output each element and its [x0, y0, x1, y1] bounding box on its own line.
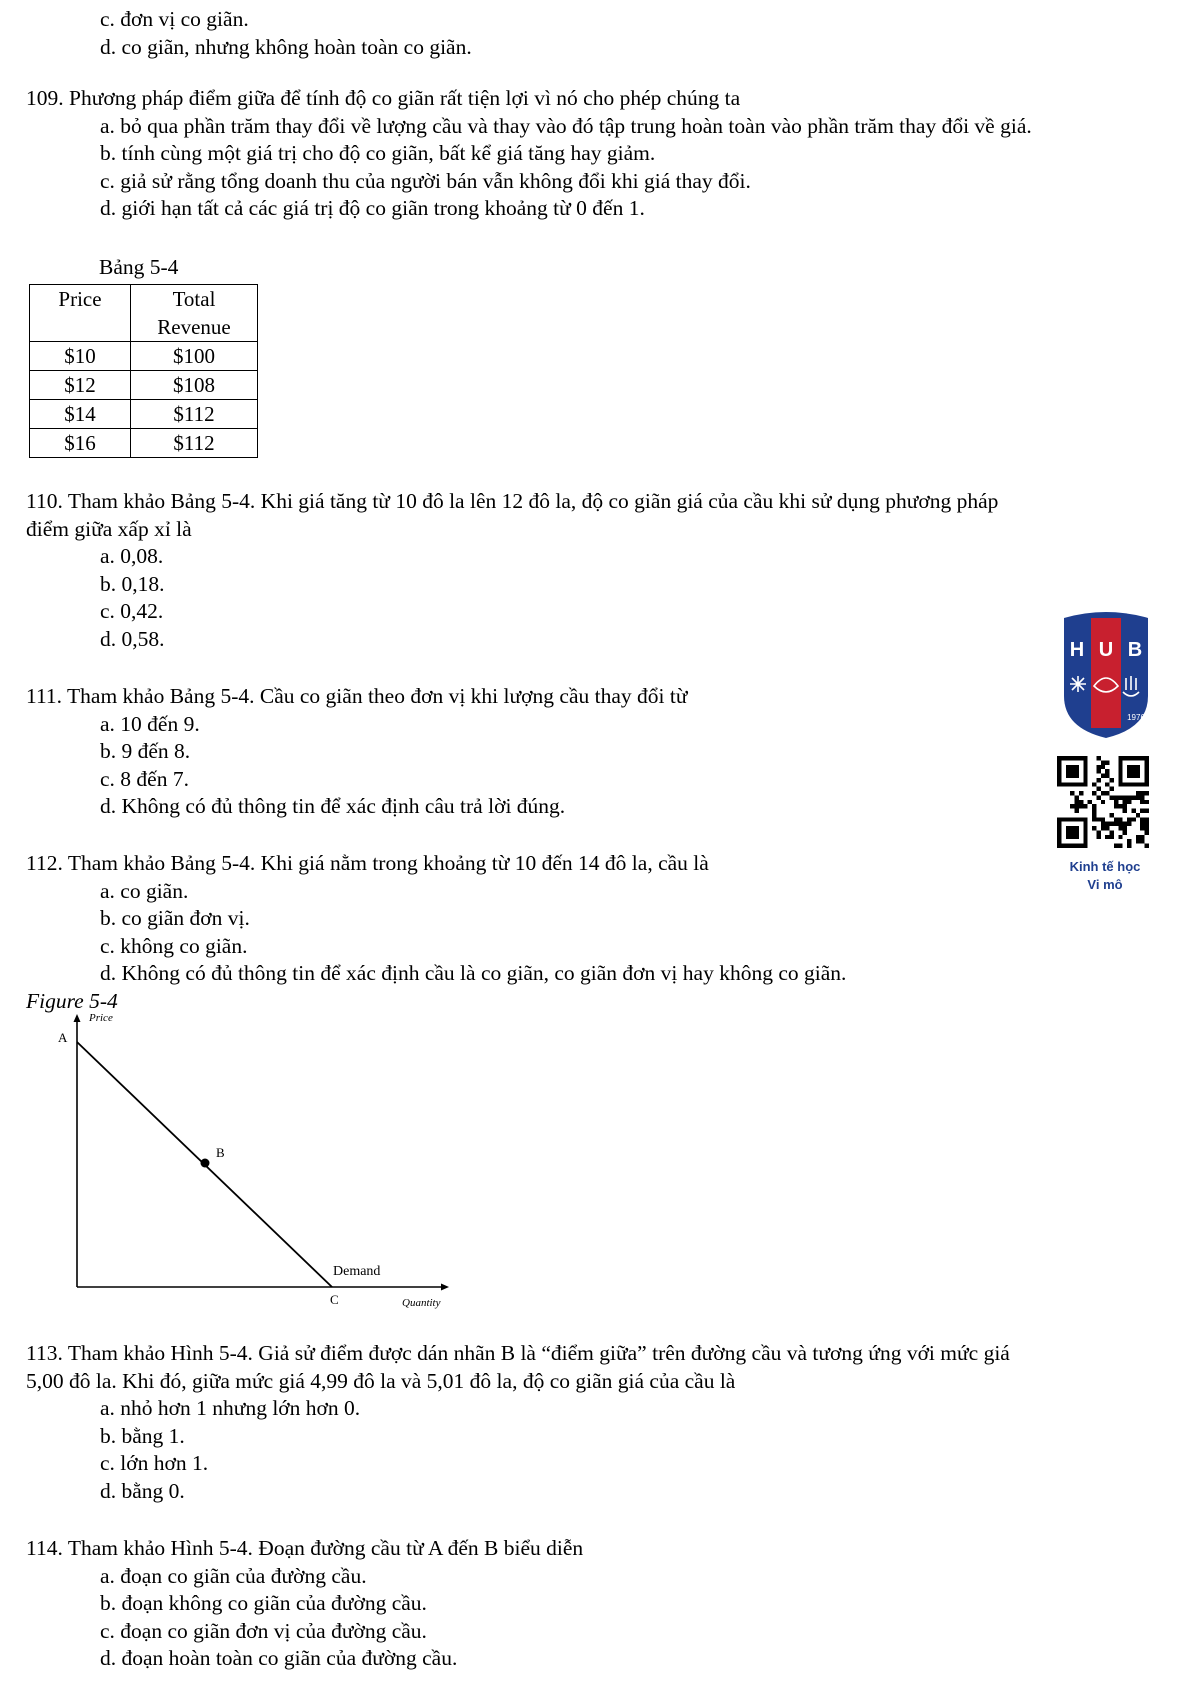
- point-c-label: C: [330, 1292, 339, 1307]
- header-price: Price: [30, 285, 131, 342]
- revenue-table: [29, 284, 258, 458]
- hub-logo: [1060, 612, 1152, 740]
- option-d: d. bằng 0.: [100, 1478, 185, 1503]
- option-d: d. co giãn, nhưng không hoàn toàn co giãn.: [100, 34, 472, 59]
- demand-label: Demand: [333, 1264, 381, 1279]
- question-stem: 111. Tham khảo Bảng 5-4. Cầu co giãn theo đơn vị khi lượng cầu thay đổi từ: [26, 684, 688, 708]
- option-b: b. 0,18.: [100, 571, 165, 596]
- point-b-label: B: [216, 1145, 225, 1160]
- option-d: d. đoạn hoàn toàn co giãn của đường cầu.: [100, 1646, 458, 1671]
- point-a-label: A: [58, 1030, 68, 1045]
- y-axis-label: Price: [89, 1012, 113, 1024]
- logo-caption-line2: Vi mô: [1087, 877, 1123, 892]
- table-row: [30, 371, 258, 400]
- question-109: [26, 85, 1166, 223]
- option-c: c. 0,42.: [100, 599, 164, 624]
- previous-question-options: [26, 6, 1166, 61]
- qr-code[interactable]: [1057, 756, 1149, 848]
- question-110: [26, 488, 1166, 654]
- price-cell: $16: [30, 429, 131, 458]
- question-stem-cont: 5,00 đô la. Khi đó, giữa mức giá 4,99 đô la và 5,01 đô la, độ co giãn giá của cầu là: [26, 1368, 736, 1393]
- header-total-revenue: [131, 285, 258, 342]
- question-stem-cont: điểm giữa xấp xỉ là: [26, 516, 192, 541]
- option-a: a. co giãn.: [100, 878, 189, 903]
- logo-letter-u: U: [1098, 639, 1114, 661]
- question-stem: 109. Phương pháp điểm giữa để tính độ co giãn rất tiện lợi vì nó cho phép chúng ta: [26, 86, 741, 110]
- question-113: [26, 1340, 1166, 1506]
- revenue-cell: $112: [131, 429, 258, 458]
- question-112: [26, 850, 1166, 988]
- price-cell: $10: [30, 342, 131, 371]
- revenue-cell: $100: [131, 342, 258, 371]
- option-a: a. 0,08.: [100, 544, 164, 569]
- figure-title: Figure 5-4: [26, 989, 118, 1013]
- table-caption: Bảng 5-4: [99, 255, 179, 279]
- header-revenue: Revenue: [157, 315, 231, 339]
- option-c: c. giả sử rằng tổng doanh thu của người bán vẫn không đổi khi giá thay đổi.: [100, 168, 751, 193]
- revenue-cell: $112: [131, 400, 258, 429]
- table-header-row: [30, 285, 258, 342]
- table-row: [30, 400, 258, 429]
- option-c: c. đơn vị co giãn.: [100, 7, 249, 31]
- option-a: a. bỏ qua phần trăm thay đổi về lượng cầu và thay vào đó tập trung hoàn toàn vào phần trăm thay đổi về giá.: [100, 113, 1032, 138]
- demand-figure: [40, 1012, 460, 1310]
- x-axis-arrow: [441, 1284, 449, 1291]
- option-c: c. đoạn co giãn đơn vị của đường cầu.: [100, 1618, 427, 1643]
- option-b: b. co giãn đơn vị.: [100, 906, 250, 931]
- option-d: d. 0,58.: [100, 626, 165, 651]
- header-total: Total: [172, 287, 216, 311]
- question-stem: 114. Tham khảo Hình 5-4. Đoạn đường cầu từ A đến B biểu diễn: [26, 1536, 584, 1560]
- table-row: [30, 429, 258, 458]
- option-b: b. 9 đến 8.: [100, 739, 191, 764]
- option-b: b. bằng 1.: [100, 1423, 185, 1448]
- question-stem: 110. Tham khảo Bảng 5-4. Khi giá tăng từ 10 đô la lên 12 đô la, độ co giãn giá của cầu khi sử dụng phương pháp: [26, 489, 999, 513]
- option-a: a. đoạn co giãn của đường cầu.: [100, 1563, 367, 1588]
- option-d: d. giới hạn tất cả các giá trị độ co giãn trong khoảng từ 0 đến 1.: [100, 196, 645, 221]
- revenue-cell: $108: [131, 371, 258, 400]
- question-111: [26, 683, 1166, 821]
- question-114: [26, 1535, 1166, 1673]
- option-a: a. 10 đến 9.: [100, 711, 200, 736]
- option-b: b. tính cùng một giá trị cho độ co giãn, bất kể giá tăng hay giảm.: [100, 141, 656, 166]
- option-d: d. Không có đủ thông tin để xác định câu trả lời đúng.: [100, 794, 566, 819]
- logo-letter-b: B: [1127, 639, 1143, 661]
- logo-letter-h: H: [1069, 639, 1085, 661]
- logo-year: 1976: [1127, 713, 1145, 722]
- logo-caption-line1: Kinh tế học: [1069, 859, 1141, 874]
- x-axis-label: Quantity: [402, 1297, 441, 1309]
- option-b: b. đoạn không co giãn của đường cầu.: [100, 1591, 427, 1616]
- table-row: [30, 342, 258, 371]
- option-c: c. không co giãn.: [100, 933, 248, 958]
- price-cell: $14: [30, 400, 131, 429]
- option-d: d. Không có đủ thông tin để xác định cầu là co giãn, co giãn đơn vị hay không co giãn.: [100, 961, 847, 986]
- option-c: c. 8 đến 7.: [100, 766, 189, 791]
- price-cell: $12: [30, 371, 131, 400]
- option-c: c. lớn hơn 1.: [100, 1451, 209, 1476]
- y-axis-arrow: [74, 1014, 81, 1022]
- option-a: a. nhỏ hơn 1 nhưng lớn hơn 0.: [100, 1396, 361, 1421]
- point-b-marker: [201, 1159, 210, 1168]
- question-stem: 112. Tham khảo Bảng 5-4. Khi giá nằm trong khoảng từ 10 đến 14 đô la, cầu là: [26, 851, 709, 875]
- question-stem: 113. Tham khảo Hình 5-4. Giả sử điểm được dán nhãn B là “điểm giữa” trên đường cầu và tương ứng với mức giá: [26, 1341, 1010, 1365]
